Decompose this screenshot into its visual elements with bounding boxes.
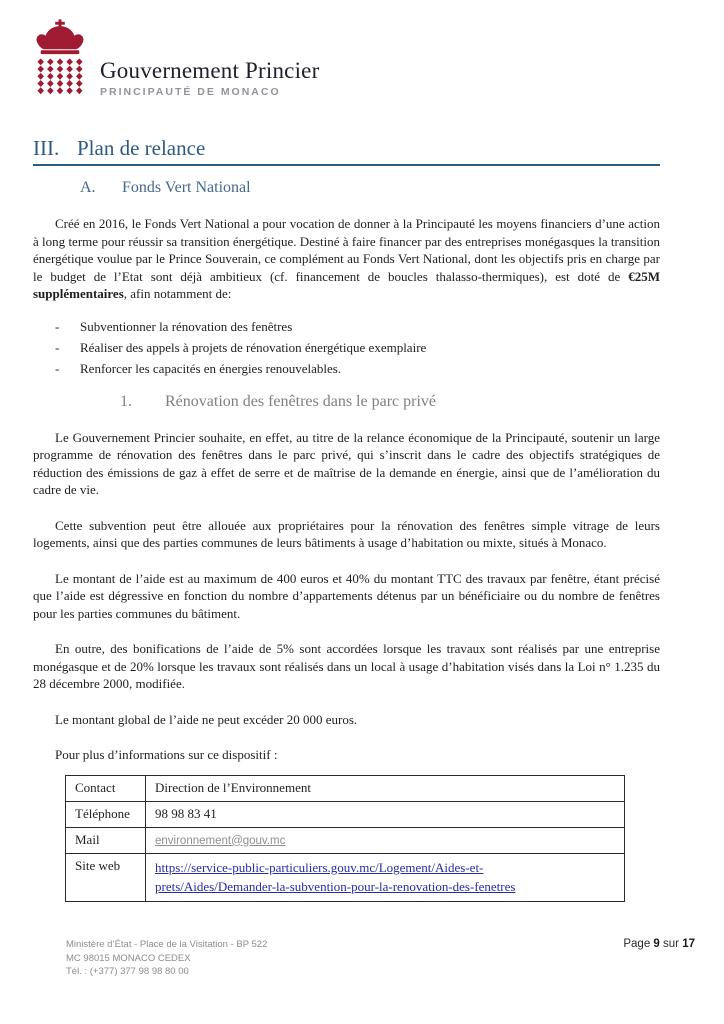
list-item (33, 316, 660, 337)
section-title: Plan de relance (77, 136, 206, 160)
website-url-line2: prets/Aides/Demander-la-subvention-pour-la-renovation-des-fenetres (155, 878, 516, 894)
footer-address (66, 938, 267, 979)
phone-value: 98 98 83 41 (146, 801, 625, 827)
section-heading (33, 136, 660, 166)
contact-table (65, 775, 625, 902)
paragraph-intro-tail: , afin notamment de: (123, 286, 232, 301)
website-link[interactable] (155, 860, 515, 894)
org-subtitle: PRINCIPAUTÉ DE MONACO (100, 86, 281, 98)
numbered-heading (120, 393, 660, 411)
org-name: Gouvernement Princier (100, 58, 320, 83)
phone-label: Téléphone (66, 801, 146, 827)
paragraph-cap: Le montant global de l’aide ne peut excéder 20 000 euros. (55, 711, 358, 727)
list-item (33, 358, 660, 379)
paragraph-amount: Le montant de l’aide est au maximum de 400 euros et 40% du montant TTC des travaux par fenêtre, étant précisé que l’aide est dégressive en fonction du nombre d’appartements détenus par un bénéficiaire ou du nombre de fenêtres pour les parties communes du bâtiment. (33, 570, 660, 621)
footer-address-line2: MC 98015 MONACO CEDEX (66, 952, 191, 964)
page-label: Page (623, 938, 654, 950)
dash-bullet: - (55, 318, 60, 334)
website-label: Site web (66, 853, 146, 901)
paragraph-more-info: Pour plus d’informations sur ce dispositif : (55, 747, 278, 762)
list-item-text: Réaliser des appels à projets de rénovation énergétique exemplaire (80, 339, 427, 355)
numbered-heading-number: 1. (120, 392, 132, 410)
paragraph-bonus: En outre, des bonifications de l’aide de 5% sont accordées lorsque les travaux sont réalisés par une entreprise monégasque et de 20% lorsque les travaux sont réalisés dans un local à usage d’habitation visés dans la Loi n° 1.235 du 28 décembre 2000, modifiée. (33, 641, 660, 691)
page-separator: sur (659, 938, 683, 950)
page-indicator (623, 938, 695, 950)
monaco-crown-emblem-icon (33, 19, 87, 100)
list-item-text: Subventionner la rénovation des fenêtres (80, 318, 293, 334)
section-number: III. (33, 136, 60, 160)
paragraph-eligibility: Cette subvention peut être allouée aux propriétaires pour la rénovation des fenêtres simple vitrage de leurs logements, ainsi que des parties communes de leurs bâtiments à usage d’habitation ou mixte, situés à Monaco. (33, 517, 660, 550)
subsection-title: Fonds Vert National (122, 179, 251, 196)
list-item (33, 337, 660, 358)
page-footer (66, 938, 695, 979)
mail-label: Mail (66, 827, 146, 853)
footer-address-line3: Tél. : (+377) 377 98 98 80 00 (66, 966, 189, 977)
list-item-text: Renforcer les capacités en énergies renouvelables. (80, 360, 342, 376)
table-row-website (66, 853, 625, 901)
subsection-letter: A. (80, 179, 96, 196)
table-row-contact (66, 775, 625, 801)
amount-highlight: €25M supplémentaires (33, 268, 660, 301)
letterhead (33, 28, 660, 100)
table-row-mail (66, 827, 625, 853)
website-url-line1: https://service-public-particuliers.gouv.mc/Logement/Aides-et- (155, 859, 484, 875)
paragraph-intro-text: Créé en 2016, le Fonds Vert National a pour vocation de donner à la Principauté les moyens financiers d’une action à long terme pour réussir sa transition énergétique. Destiné à faire financer par des entreprises monégasques la transition énergétique voulue par le Prince Souverain, ce complément au Fonds Vert National, dont les objectifs pris en charge par le budget de l’Etat sont déjà ambitieux (cf. financement de boucles thalasso-thermiques), est doté de (33, 216, 660, 284)
table-row-phone (66, 801, 625, 827)
page-number: 9 (653, 938, 660, 950)
website-cell (146, 853, 625, 901)
subsection-heading (80, 179, 660, 197)
page-total: 17 (682, 938, 695, 950)
dash-bullet: - (55, 339, 60, 355)
objectives-list (33, 316, 660, 379)
org-wordmark (100, 58, 319, 100)
paragraph-program: Le Gouvernement Princier souhaite, en effet, au titre de la relance économique de la Principauté, soutenir un large programme de rénovation des fenêtres dans le parc privé, qui s’inscrit dans le cadre des objectifs stratégiques de réduction des émissions de gaz à effet de serre et de maîtrise de la demande en énergie, ainsi que de l’amélioration du cadre de vie. (33, 429, 660, 497)
numbered-heading-title: Rénovation des fenêtres dans le parc privé (165, 392, 437, 410)
contact-value: Direction de l’Environnement (146, 775, 625, 801)
contact-label: Contact (66, 775, 146, 801)
footer-address-line1: Ministère d’État - Place de la Visitation - BP 522 (66, 939, 268, 950)
mail-cell (146, 827, 625, 853)
email-link[interactable]: environnement@gouv.mc (155, 834, 286, 847)
dash-bullet: - (55, 360, 60, 376)
paragraph-intro (33, 215, 660, 303)
